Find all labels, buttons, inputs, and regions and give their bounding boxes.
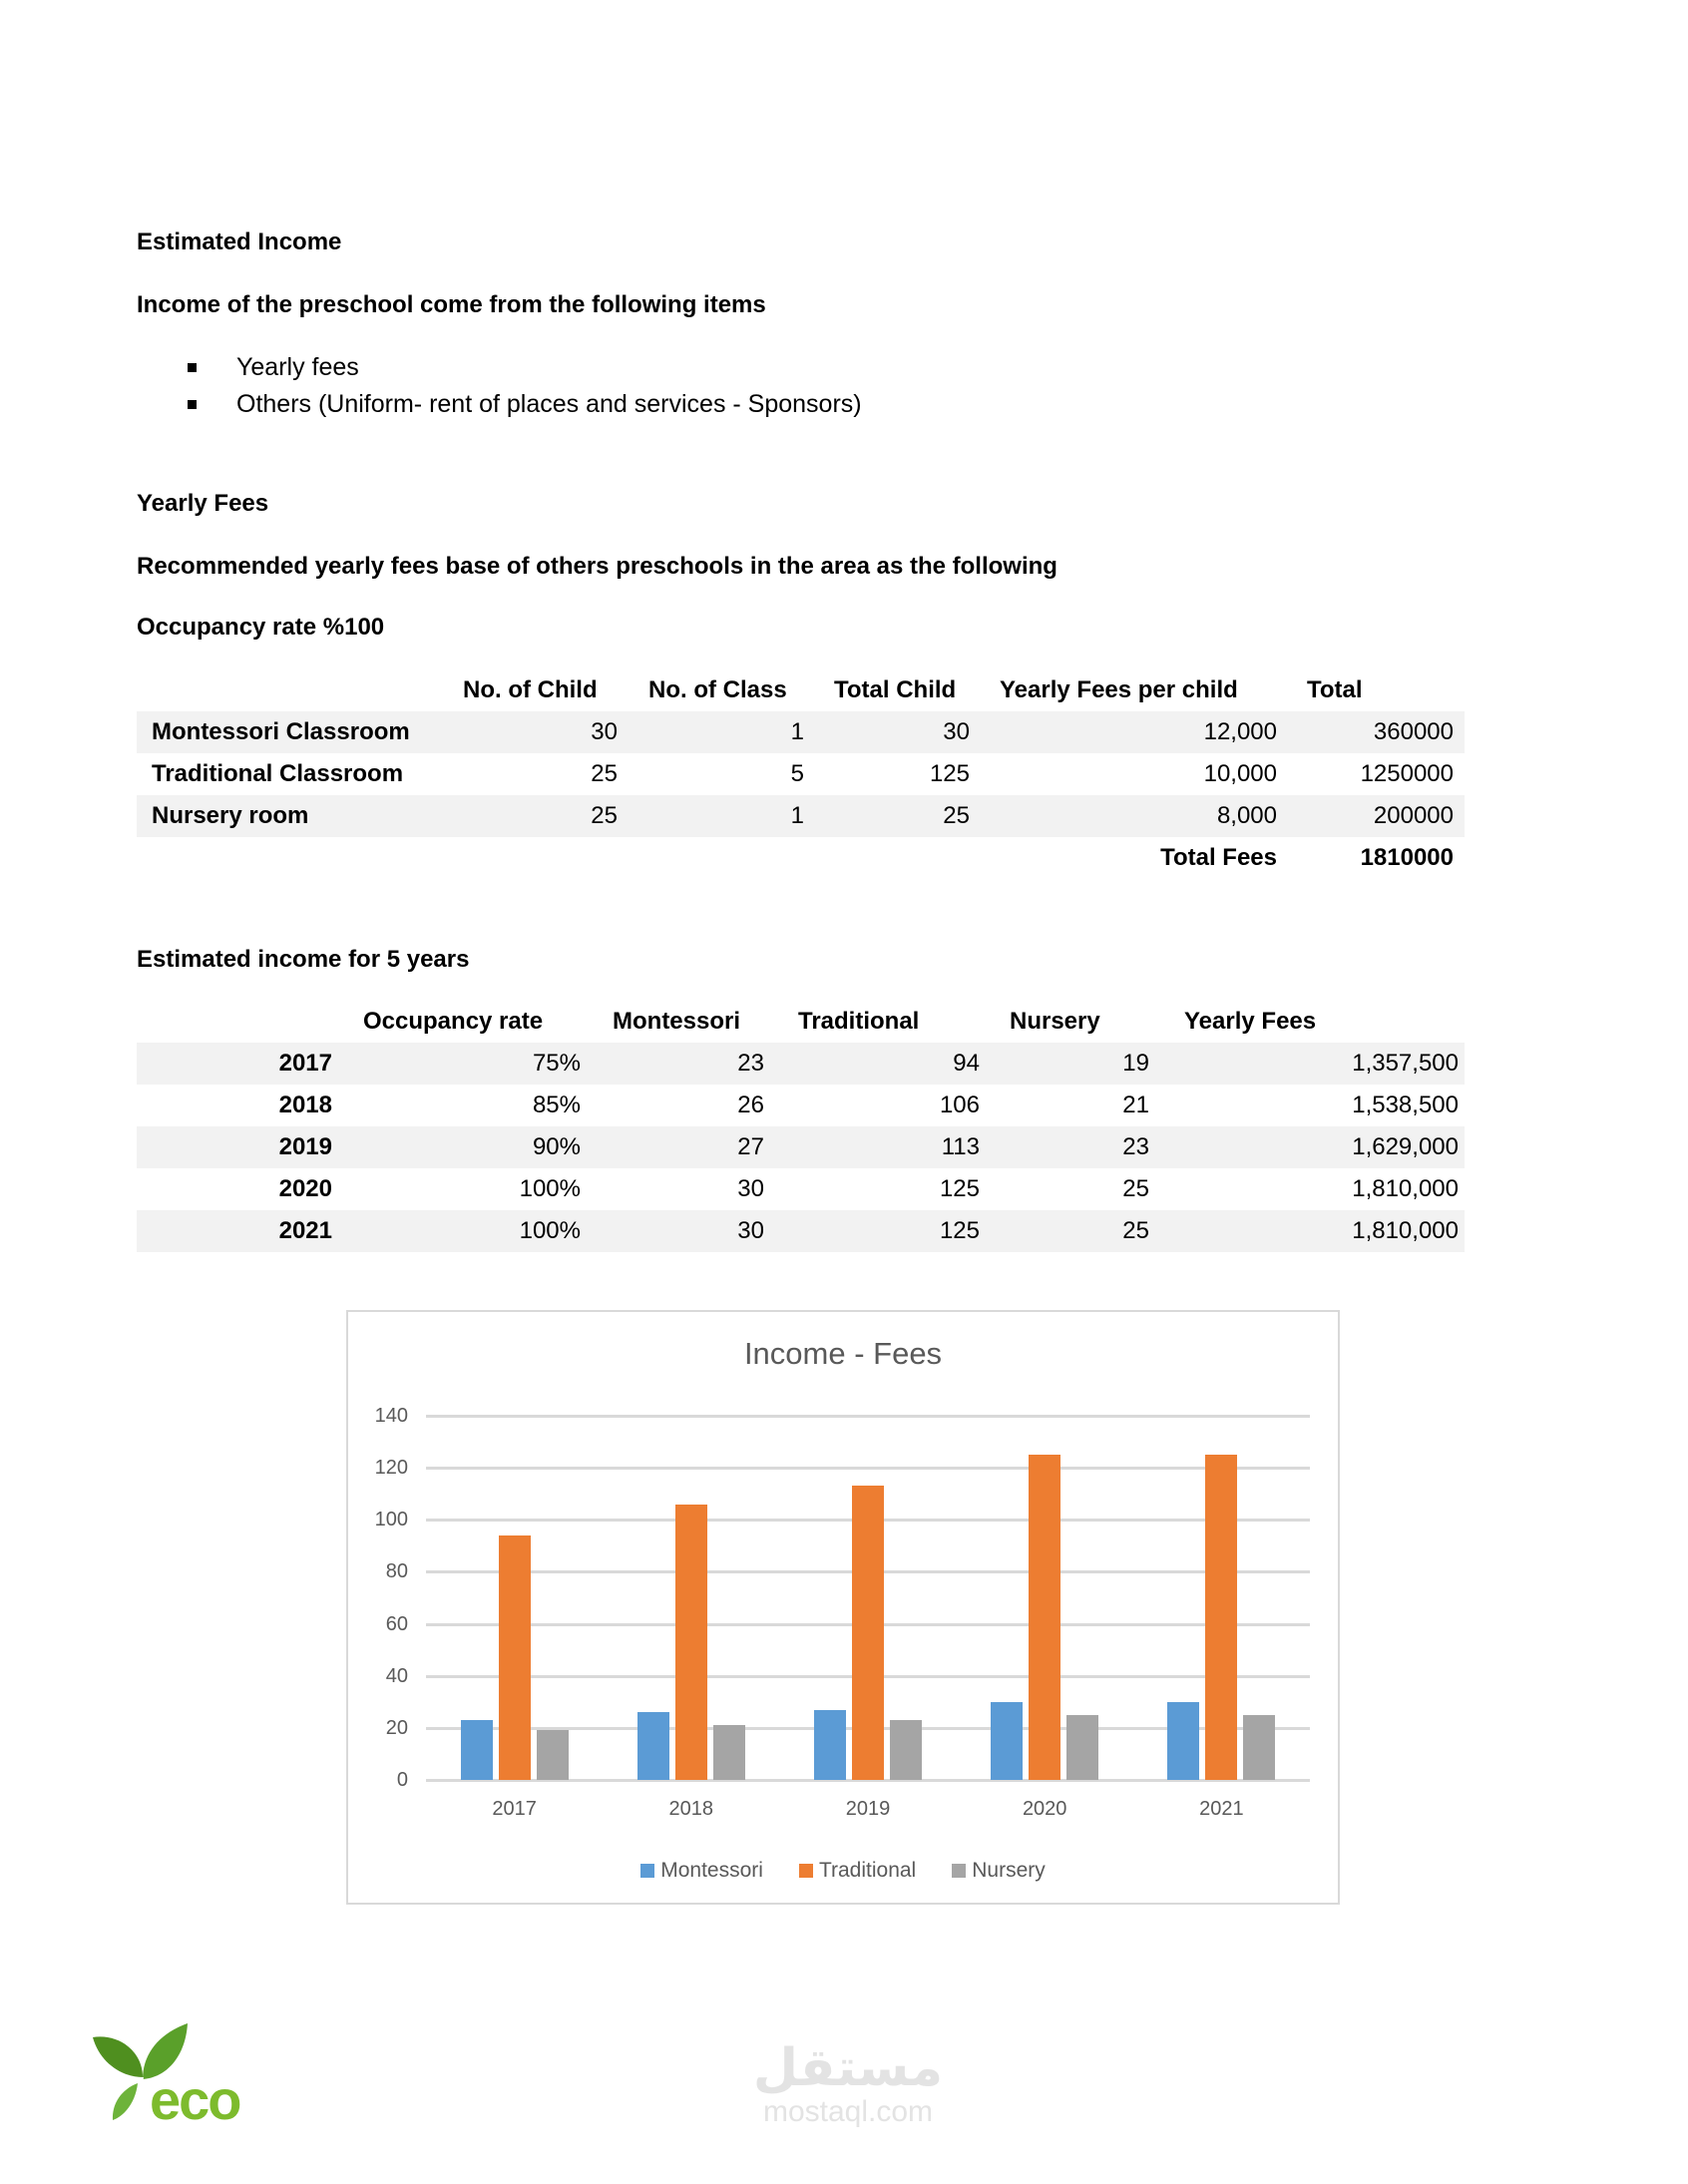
legend-swatch-icon <box>952 1864 966 1878</box>
col-header: No. of Child <box>463 676 598 703</box>
chart-legend <box>348 1859 1338 1883</box>
table-row: Nursery room 25 1 25 8,000 200000 <box>137 795 1465 837</box>
col-header: Yearly Fees per child <box>1000 676 1238 703</box>
table-header-row <box>137 1001 1465 1043</box>
section-title: Estimated Income <box>137 228 342 255</box>
col-header: Traditional <box>798 1008 920 1035</box>
table-row: 2020 100% 30 125 25 1,810,000 <box>278 1175 1459 1202</box>
intro-text: Income of the preschool come from the following items <box>137 291 766 318</box>
bar-nursery <box>890 1720 922 1780</box>
bar-traditional <box>499 1535 531 1780</box>
occupancy-note: Occupancy rate %100 <box>137 614 385 641</box>
bar-montessori <box>814 1710 846 1780</box>
bar-nursery <box>537 1730 569 1780</box>
col-header: Montessori <box>613 1008 741 1035</box>
y-tick-label: 60 <box>385 1612 408 1635</box>
col-header: Total <box>1307 676 1363 703</box>
col-header: Total Child <box>834 676 957 703</box>
legend-swatch-icon <box>799 1864 813 1878</box>
bar-montessori <box>637 1712 669 1780</box>
bar-montessori <box>1167 1702 1199 1780</box>
income-sources-list <box>180 349 862 423</box>
watermark-url: mostaql.com <box>762 2095 934 2128</box>
chart-title: Income - Fees <box>743 1336 943 1371</box>
gridline <box>426 1467 1310 1470</box>
x-tick-label: 2017 <box>492 1798 537 1820</box>
table-total-row <box>137 837 1465 879</box>
bar-traditional <box>675 1505 707 1780</box>
legend-item-nursery: Nursery <box>952 1859 1046 1883</box>
table-row: Montessori Classroom 30 1 30 12,000 360000 <box>137 711 1465 753</box>
bar-montessori <box>991 1702 1023 1780</box>
y-tick-label: 140 <box>374 1405 408 1427</box>
table-row: 2018 85% 26 106 21 1,538,500 <box>278 1092 1459 1118</box>
bar-traditional <box>1029 1455 1060 1780</box>
total-fees-value: 1810000 <box>1360 844 1454 871</box>
logo-text: eco <box>150 2068 240 2131</box>
yearly-fees-subtitle: Recommended yearly fees base of others preschools in the area as the following <box>137 553 1057 580</box>
x-tick-label: 2020 <box>1022 1798 1067 1820</box>
bar-nursery <box>1066 1715 1098 1780</box>
bar-montessori <box>461 1720 493 1780</box>
y-tick-label: 0 <box>396 1769 408 1791</box>
gridline <box>426 1415 1310 1418</box>
bar-traditional <box>852 1486 884 1780</box>
five-years-title: Estimated income for 5 years <box>137 946 470 973</box>
y-tick-label: 80 <box>385 1560 408 1583</box>
table-row: Traditional Classroom 25 5 125 10,000 1250000 <box>152 760 1454 787</box>
x-tick-label: 2021 <box>1199 1798 1244 1820</box>
bar-nursery <box>1243 1715 1275 1780</box>
yearly-fees-title: Yearly Fees <box>137 490 269 517</box>
legend-item-traditional: Traditional <box>799 1859 916 1883</box>
legend-item-montessori: Montessori <box>640 1859 763 1883</box>
table-row: 2019 90% 27 113 23 1,629,000 <box>137 1126 1465 1168</box>
y-tick-label: 100 <box>374 1509 408 1531</box>
col-header: Nursery <box>1010 1008 1100 1035</box>
y-tick-label: 120 <box>374 1457 408 1480</box>
fees-table <box>137 669 1465 879</box>
y-tick-label: 40 <box>385 1664 408 1687</box>
x-tick-label: 2019 <box>845 1798 891 1820</box>
table-header-row <box>137 669 1465 711</box>
five-year-table <box>137 1001 1465 1252</box>
y-tick-label: 20 <box>385 1716 408 1739</box>
bar-traditional <box>1205 1455 1237 1780</box>
col-header: No. of Class <box>648 676 787 703</box>
watermark-arabic: مستقل <box>752 2039 944 2097</box>
bullet-icon <box>188 400 197 409</box>
x-tick-label: 2018 <box>668 1798 714 1820</box>
income-fees-chart <box>346 1310 1340 1905</box>
legend-swatch-icon <box>640 1864 654 1878</box>
table-row: 2021 100% 30 125 25 1,810,000 <box>137 1210 1465 1252</box>
bar-nursery <box>713 1725 745 1780</box>
col-header: Yearly Fees <box>1184 1008 1317 1035</box>
mostaql-watermark <box>743 2040 953 2128</box>
total-fees-label: Total Fees <box>1160 844 1277 871</box>
eco-logo <box>88 2015 257 2145</box>
col-header: Occupancy rate <box>363 1008 544 1035</box>
list-item: Yearly fees <box>180 349 862 386</box>
list-item: Others (Uniform- rent of places and services - Sponsors) <box>180 386 862 423</box>
table-row: 2017 75% 23 94 19 1,357,500 <box>137 1043 1465 1085</box>
bullet-icon <box>188 363 197 372</box>
